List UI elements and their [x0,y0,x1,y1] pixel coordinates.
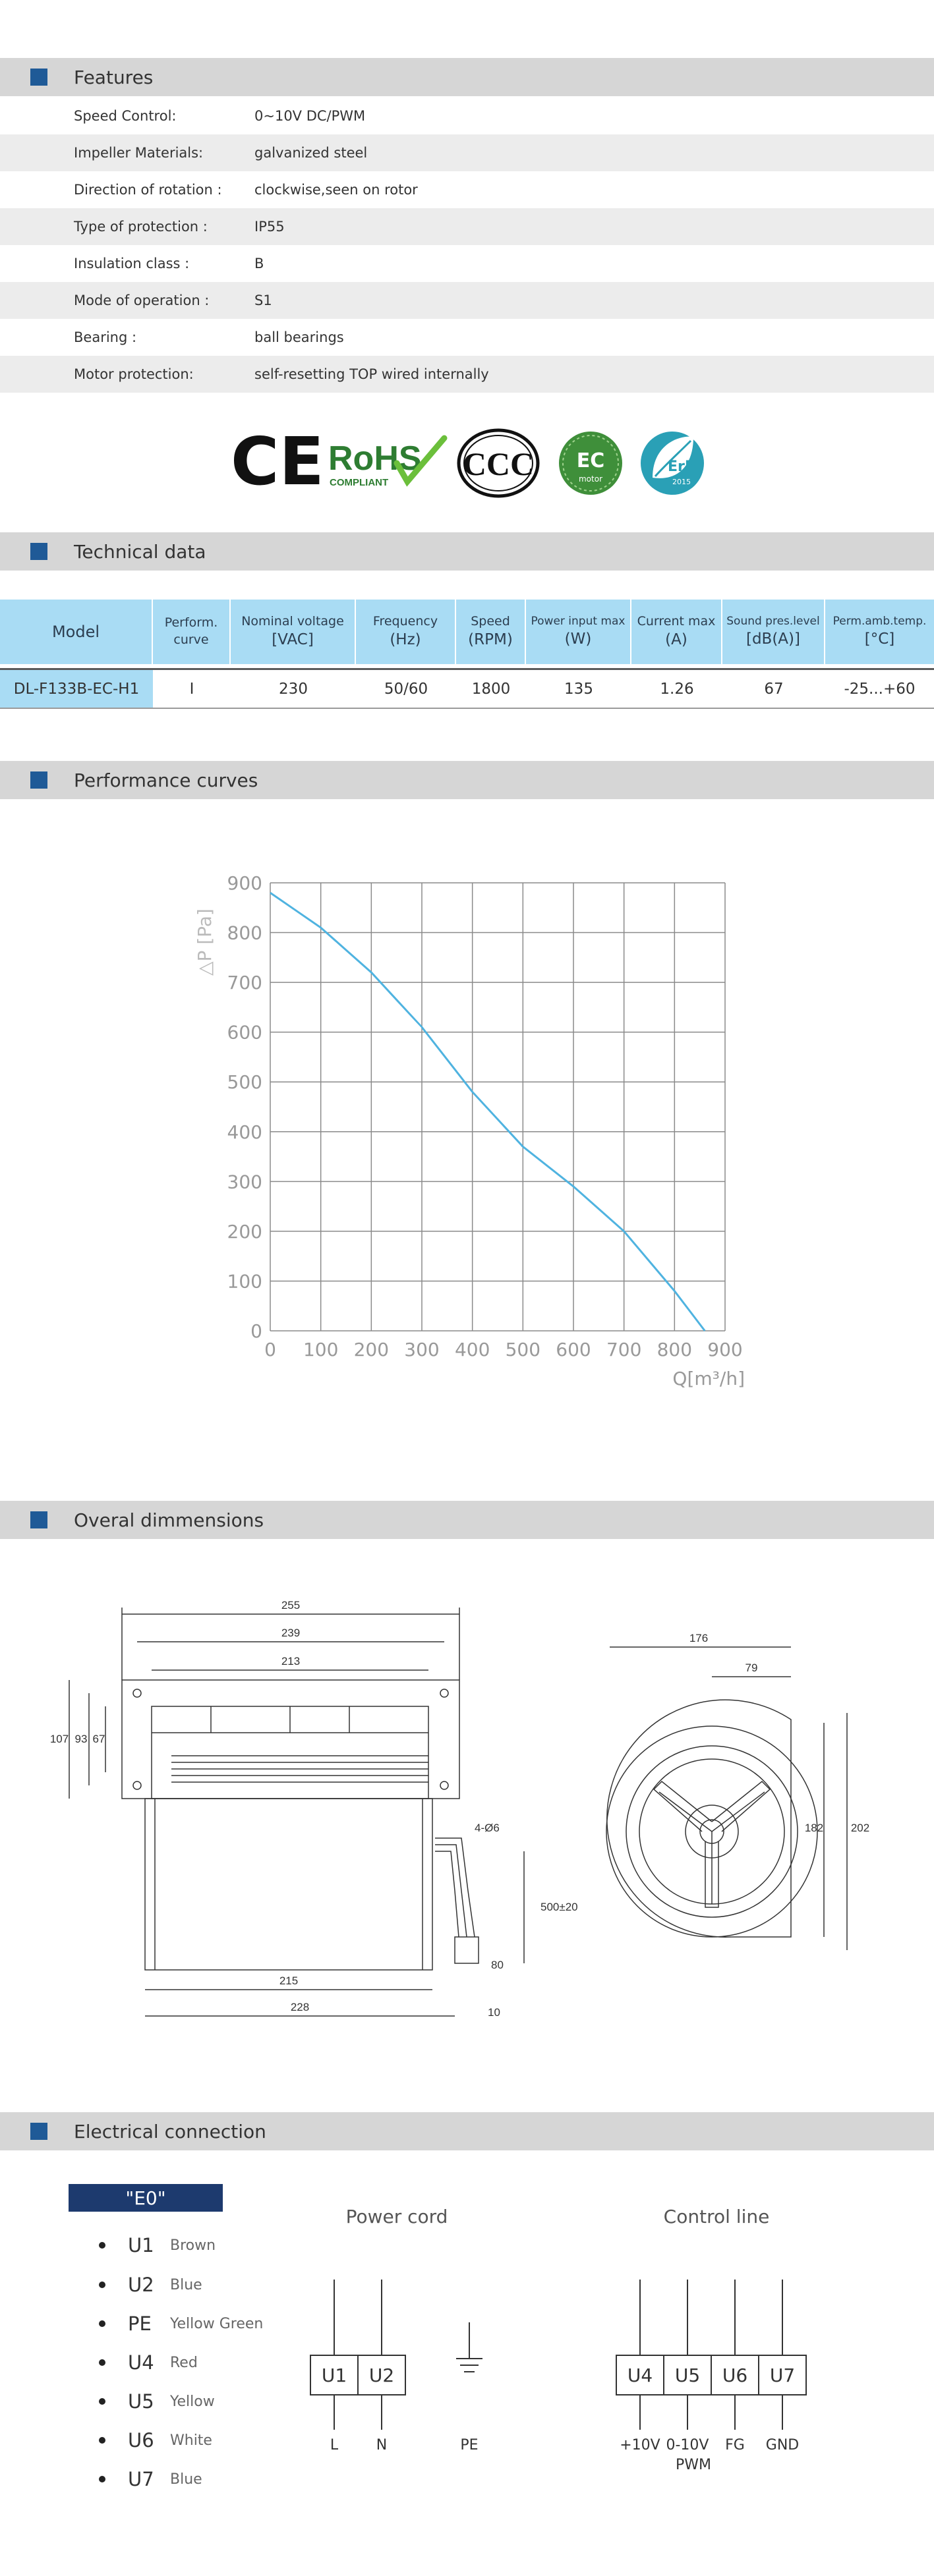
svg-text:ErP: ErP [667,459,696,475]
x-tick-label: 600 [556,1339,591,1360]
dimensions-header [0,1501,934,1539]
dim-label: 213 [281,1655,301,1667]
electrical-header [0,2112,934,2150]
feature-row [0,356,934,393]
x-tick-label: 200 [353,1339,390,1360]
x-tick-label: 800 [657,1339,693,1360]
section-title: Technical data [74,540,206,563]
bullet-icon [99,2437,105,2444]
section-marker [30,1511,47,1528]
dim-label: 79 [745,1662,758,1674]
table-cell: 230 [279,680,308,698]
control-line-wires [616,2280,806,2430]
wire-label: PE [460,2437,479,2453]
wire-label: 0-10V [666,2437,709,2453]
rohs-logo-icon [328,438,444,488]
power-cord-wires [310,2280,482,2430]
feature-row [0,245,934,282]
y-tick-label: 900 [227,872,262,894]
svg-text:2015: 2015 [672,478,691,486]
table-cell: 1.26 [660,680,694,698]
feature-label: Bearing : [74,329,137,345]
svg-text:RoHS: RoHS [328,439,422,478]
column-header: Current max (A) [631,600,722,664]
technical-header [0,532,934,571]
dim-label: 67 [92,1733,105,1745]
y-tick-label: 700 [227,972,262,994]
y-tick-label: 0 [250,1320,262,1342]
terminal-label: U2 [368,2365,395,2386]
performance-chart [171,863,765,1403]
wire-label: L [330,2437,339,2453]
table-cell: DL-F133B-EC-H1 [0,670,153,708]
dim-label: 93 [74,1733,88,1745]
wire-legend-item: U1 Brown [99,2226,316,2265]
x-tick-label: 500 [505,1339,541,1360]
bullet-icon [99,2242,105,2249]
wire-legend-item: U7 Blue [99,2459,316,2499]
wire-label: FG [725,2437,745,2453]
x-tick-label: 300 [404,1339,440,1360]
power-cord-title: Power cord [345,2206,448,2227]
ccc-mark-icon [459,430,538,496]
wire-label: GND [765,2437,800,2453]
y-axis-label: △P [Pa] [194,909,216,976]
wire-legend-item: U2 Blue [99,2265,316,2305]
dim-label: 107 [49,1733,69,1745]
section-marker [30,2123,47,2140]
terminal-label: U5 [674,2365,701,2386]
column-header: Perm.amb.temp. [°C] [832,615,927,648]
feature-value: ball bearings [254,329,344,345]
svg-text:motor: motor [578,474,603,484]
feature-value: self-resetting TOP wired internally [254,366,489,382]
scheme-badge: "E0" [69,2184,223,2212]
control-line-title: Control line [663,2206,770,2227]
dim-label: 500±20 [540,1901,578,1913]
table-cell: -25...+60 [844,680,916,698]
wire-legend-item: PE Yellow Green [99,2304,316,2343]
series-line [270,893,705,1331]
feature-row [0,134,934,171]
erp-leaf-icon [641,432,704,495]
technical-table [0,600,934,709]
front-view-drawing [69,1608,524,2016]
table-cell: 135 [564,680,593,698]
ec-motor-icon [559,432,622,495]
section-marker [30,69,47,86]
bullet-icon [99,2282,105,2288]
table-cell: I [189,680,194,698]
section-title: Features [74,66,154,88]
wire-label: +10V [620,2437,660,2453]
feature-row [0,319,934,356]
column-header: Nominal voltage [VAC] [231,600,356,664]
feature-label: Insulation class : [74,256,190,271]
dimension-drawing [40,1581,896,2042]
feature-label: Type of protection : [74,219,208,235]
column-header: Perform. curve [153,600,231,664]
section-title: Electrical connection [74,2120,266,2142]
svg-text:COMPLIANT: COMPLIANT [330,477,389,488]
svg-text:EC: EC [576,449,605,472]
feature-value: 0~10V DC/PWM [254,108,366,124]
feature-value: IP55 [254,219,285,235]
y-tick-label: 400 [227,1121,262,1143]
dim-label: 182 [804,1822,824,1834]
y-tick-label: 500 [227,1071,262,1094]
dim-label: 228 [290,2001,310,2013]
bullet-icon [99,2320,105,2327]
feature-label: Direction of rotation : [74,182,222,198]
certification-logos [224,418,712,504]
feature-label: Motor protection: [74,366,194,382]
feature-value: clockwise,seen on rotor [254,182,418,198]
feature-value: S1 [254,293,272,308]
feature-value: galvanized steel [254,145,368,161]
feature-row [0,208,934,245]
column-header: Model [0,600,153,664]
terminal-label: U1 [321,2365,347,2386]
wire-legend-item: U4 Red [99,2343,316,2382]
terminal-label: U4 [627,2365,653,2386]
feature-label: Impeller Materials: [74,145,204,161]
table-cell: 67 [764,680,784,698]
section-marker [30,771,47,789]
bullet-icon [99,2398,105,2405]
feature-label: Speed Control: [74,108,177,124]
dim-label: 202 [850,1822,870,1834]
y-tick-label: 200 [227,1220,262,1243]
feature-label: Mode of operation : [74,293,210,308]
x-tick-label: 400 [454,1339,490,1360]
dim-label: 176 [689,1632,709,1644]
column-header: Power input max (W) [526,600,631,664]
features-header [0,58,934,96]
y-tick-label: 100 [227,1270,262,1293]
svg-text:CCC: CCC [462,445,535,482]
x-tick-label: 900 [707,1339,743,1360]
x-axis-label: Q[m³/h] [672,1368,745,1389]
feature-row [0,282,934,319]
feature-row [0,98,934,134]
svg-text:CE: CE [231,423,324,500]
column-header: Frequency (Hz) [356,600,456,664]
bullet-icon [99,2476,105,2482]
column-header: Speed (RPM) [456,600,526,664]
x-tick-label: 100 [303,1339,339,1360]
feature-value: B [254,256,264,271]
y-tick-label: 300 [227,1171,262,1193]
y-tick-label: 600 [227,1021,262,1044]
dim-label: 80 [491,1959,504,1971]
column-header: Sound pres.level [dB(A)] [722,600,825,664]
performance-header [0,761,934,799]
wire-sublabel: PWM [675,2457,712,2473]
section-title: Overal dimmensions [74,1509,264,1531]
terminal-label: U6 [722,2365,748,2386]
bullet-icon [99,2359,105,2366]
dim-label: 4-Ø6 [475,1822,500,1834]
wire-legend-item: U5 Yellow [99,2382,316,2421]
table-cell: 1800 [471,680,511,698]
section-title: Performance curves [74,769,258,791]
wire-label: N [376,2437,388,2453]
ce-mark-icon [231,423,324,500]
table-row [0,668,934,709]
feature-row [0,171,934,208]
y-tick-label: 800 [227,922,262,944]
connection-diagram [290,2194,831,2523]
table-cell: 50/60 [384,680,428,698]
dim-label: 215 [279,1974,299,1987]
side-view-drawing [606,1647,847,1950]
dim-label: 10 [488,2006,500,2019]
terminal-label: U7 [769,2365,796,2386]
table-header [0,600,934,664]
wire-legend-item: U6 White [99,2421,316,2460]
x-tick-label: 700 [606,1339,642,1360]
section-marker [30,543,47,560]
dim-label: 239 [281,1627,301,1639]
x-tick-label: 0 [264,1339,276,1360]
dim-label: 255 [281,1599,301,1611]
